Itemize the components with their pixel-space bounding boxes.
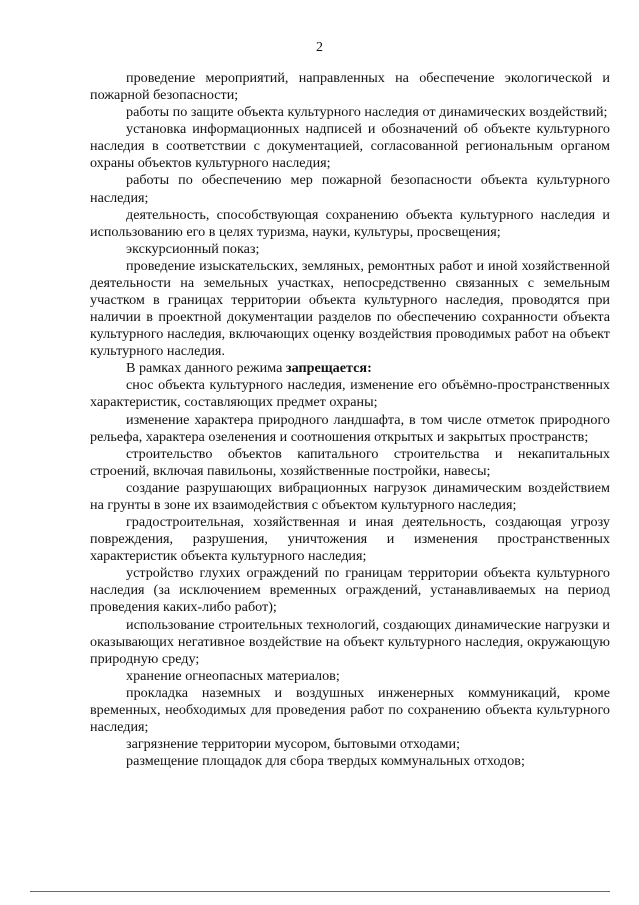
paragraph: размещение площадок для сбора твердых коммунальных отходов; — [126, 753, 525, 770]
paragraph: проведение изыскательских, земляных, ремонтных работ и иной хозяйственной деятельности на земельных участках, непосредственно связанных с земельным участком в границах территории объекта культурного наследия, проводятся при наличии в проектной документации разделов по обеспечению сохранности объекта культурного наследия, включающих оценку воздействия проводимых работ на объект культурного наследия. — [90, 257, 610, 360]
prohibitions-intro-text: В рамках данного режима — [126, 360, 286, 377]
paragraph: экскурсионный показ; — [126, 240, 260, 257]
document-body — [90, 70, 610, 770]
paragraph: создание разрушающих вибрационных нагрузок динамическим воздействием на грунты в зоне их взаимодействия с объектом культурного наследия; — [90, 479, 610, 513]
page-number: 2 — [316, 40, 323, 55]
paragraph: строительство объектов капитального строительства и некапитальных строений, включая павильоны, хозяйственные постройки, навесы; — [90, 445, 610, 479]
prohibitions-keyword: запрещается: — [285, 360, 372, 377]
paragraph: установка информационных надписей и обозначений об объекте культурного наследия в соответствии с документацией, согласованной региональным органом охраны объектов культурного наследия; — [90, 121, 610, 172]
paragraph: устройство глухих ограждений по границам территории объекта культурного наследия (за исключением временных ограждений, устанавливаемых на период проведения каких-либо работ); — [90, 565, 610, 616]
paragraph: работы по защите объекта культурного наследия от динамических воздействий; — [126, 104, 608, 121]
paragraph: снос объекта культурного наследия, изменение его объёмно-пространственных характеристик, составляющих предмет охраны; — [90, 377, 610, 411]
paragraph: использование строительных технологий, создающих динамические нагрузки и оказывающих негативное воздействие на объект культурного наследия, окружающую природную среду; — [90, 616, 610, 667]
paragraph: проведение мероприятий, направленных на обеспечение экологической и пожарной безопасности; — [90, 70, 610, 104]
paragraph: хранение огнеопасных материалов; — [126, 667, 340, 684]
paragraph: деятельность, способствующая сохранению объекта культурного наследия и использованию его в целях туризма, науки, культуры, просвещения; — [90, 206, 610, 240]
prohibitions-intro — [90, 360, 610, 377]
paragraph: изменение характера природного ландшафта, в том числе отметок природного рельефа, характера озеленения и соотношения открытых и закрытых пространств; — [90, 411, 610, 445]
page-bottom-divider — [30, 891, 610, 892]
paragraph: работы по обеспечению мер пожарной безопасности объекта культурного наследия; — [90, 172, 610, 206]
paragraph: градостроительная, хозяйственная и иная деятельность, создающая угрозу повреждения, разрушения, уничтожения и изменения пространственных характеристик объекта культурного наследия; — [90, 514, 610, 565]
paragraph: загрязнение территории мусором, бытовыми отходами; — [126, 736, 460, 753]
paragraph: прокладка наземных и воздушных инженерных коммуникаций, кроме временных, необходимых для проведения работ по сохранению объекта культурного наследия; — [90, 684, 610, 735]
